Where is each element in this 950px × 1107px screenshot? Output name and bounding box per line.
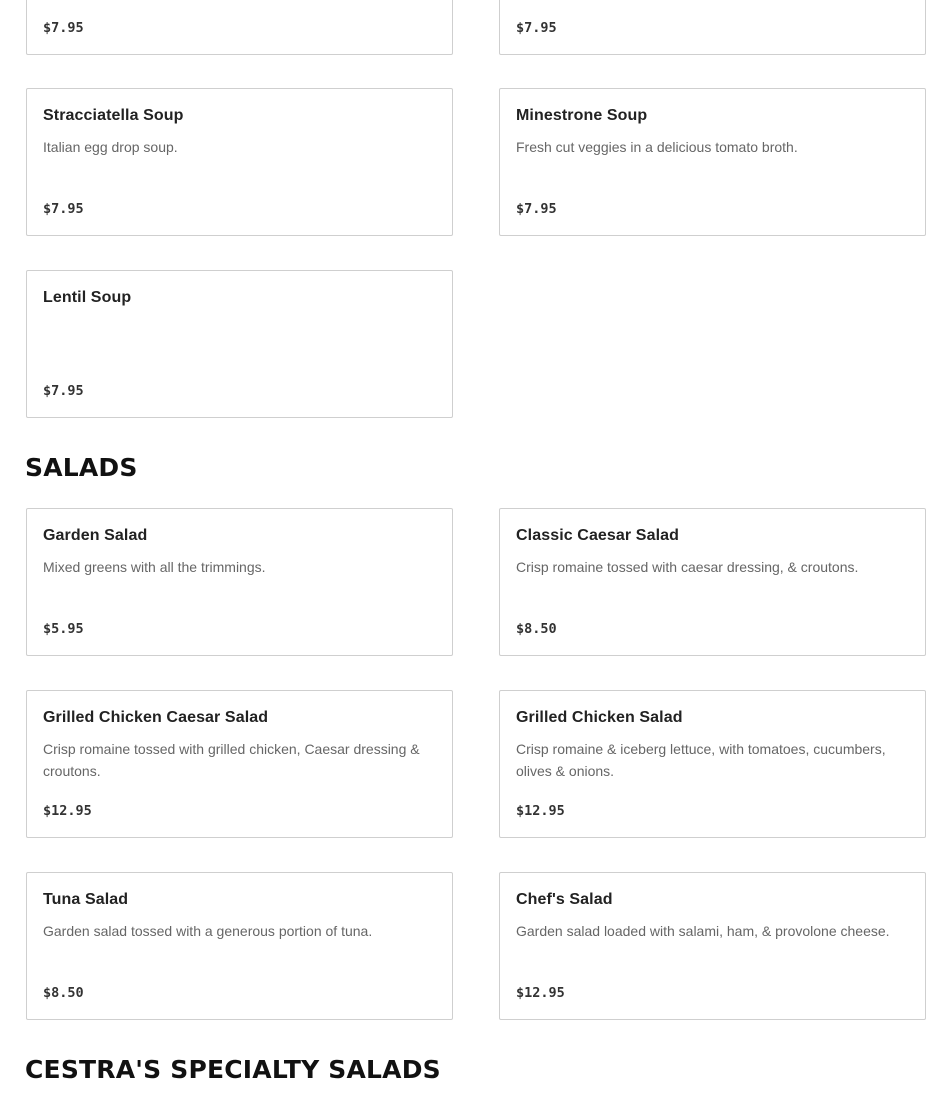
menu-item-description: Crisp romaine & iceberg lettuce, with tomatoes, cucumbers, olives & onions. [516, 741, 886, 779]
menu-item-name: Classic Caesar Salad [516, 527, 679, 544]
menu-item-description: Mixed greens with all the trimmings. [43, 559, 266, 575]
menu-item-price: $8.50 [516, 621, 557, 637]
menu-item-card[interactable] [499, 508, 926, 656]
menu-item-price: $7.95 [43, 383, 84, 399]
menu-item-card[interactable] [499, 0, 926, 55]
menu-item-description: Italian egg drop soup. [43, 139, 178, 155]
menu-item-card[interactable] [26, 872, 453, 1020]
menu-item-price: $12.95 [516, 803, 565, 819]
menu-item-card[interactable] [499, 872, 926, 1020]
menu-item-price: $7.95 [43, 20, 84, 36]
menu-item-description: Crisp romaine tossed with grilled chicken, Caesar dressing & croutons. [43, 741, 420, 779]
section-heading-salads: SALADS [25, 453, 138, 482]
menu-item-price: $7.95 [43, 201, 84, 217]
menu-item-name: Garden Salad [43, 527, 148, 544]
menu-item-name: Lentil Soup [43, 289, 132, 306]
menu-item-name: Tuna Salad [43, 891, 129, 908]
menu-item-name: Minestrone Soup [516, 107, 648, 124]
menu-item-price: $7.95 [516, 201, 557, 217]
menu-item-price: $8.50 [43, 985, 84, 1001]
menu-item-price: $12.95 [43, 803, 92, 819]
menu-item-description: Garden salad tossed with a generous portion of tuna. [43, 923, 373, 939]
menu-item-card[interactable] [26, 270, 453, 418]
menu-item-price: $12.95 [516, 985, 565, 1001]
menu-item-description: Crisp romaine tossed with caesar dressing, & croutons. [516, 559, 859, 575]
menu-item-card[interactable] [499, 690, 926, 838]
menu-item-price: $7.95 [516, 20, 557, 36]
menu-item-card[interactable] [26, 690, 453, 838]
menu-item-name: Stracciatella Soup [43, 107, 184, 124]
menu-item-name: Grilled Chicken Caesar Salad [43, 709, 269, 726]
menu-item-name: Chef's Salad [516, 891, 613, 908]
menu-item-card[interactable] [499, 88, 926, 236]
menu-item-description: Garden salad loaded with salami, ham, & provolone cheese. [516, 923, 890, 939]
menu-item-card[interactable] [26, 88, 453, 236]
menu-item-name: Grilled Chicken Salad [516, 709, 683, 726]
menu-item-card[interactable] [26, 0, 453, 55]
menu-item-price: $5.95 [43, 621, 84, 637]
section-heading-specialty-salads: CESTRA'S SPECIALTY SALADS [25, 1055, 441, 1084]
menu-item-description: Fresh cut veggies in a delicious tomato broth. [516, 139, 798, 155]
menu-item-card[interactable] [26, 508, 453, 656]
